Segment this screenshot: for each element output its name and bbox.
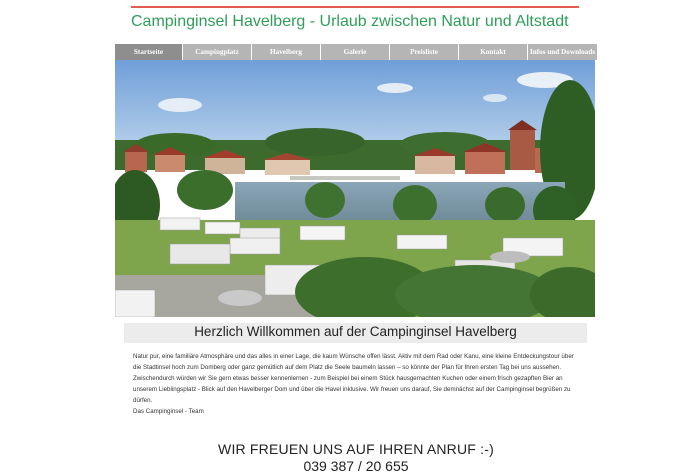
call-to-action-text: WIR FREUEN UNS AUF IHREN ANRUF :-) [218,441,494,457]
header-accent-line [131,6,579,8]
team-signature: Das Campinginsel - Team [133,408,204,415]
nav-item-preisliste[interactable]: Preisliste [390,44,459,60]
nav-item-campingplatz[interactable]: Campingplatz [183,44,252,60]
phone-number[interactable]: 039 387 / 20 655 [303,458,409,474]
nav-item-startseite[interactable]: Startseite [115,44,183,60]
nav-item-havelberg[interactable]: Havelberg [252,44,321,60]
hero-image [115,60,595,317]
welcome-heading: Herzlich Willkommen auf der Campinginsel Havelberg [194,324,517,339]
site-title[interactable]: Campinginsel Havelberg - Urlaub zwischen Natur und Altstadt [131,13,569,30]
nav-item-kontakt[interactable]: Kontakt [459,44,528,60]
hero-photo-campsite [115,60,595,317]
intro-paragraph: Natur pur, eine familiäre Atmosphäre und das alles in einer Lage, die kaum Wünsche offen lässt. Aktiv mit dem Rad oder Kanu, eine kleine Entdeckungstour über die Stadtinsel hoch zum Domberg oder ganz gemütlich auf dem Platz die Seele baumeln lassen – so könnte der Plan für Ihren ersten Tag bei uns aussehen. Zwischendurch würden wir Sie gern etwas besser kennenlernen - zum Beispiel bei einem Stück hausgemachten Kuchen oder einem frisch gezapften Bier an unserem Lieblingsplatz - Blick auf den Havelberger Dom und über die Havel inklusive. Wir freuen uns darauf, Sie demnächst auf der Campinginsel begrüßen zu dürfen. [133,353,574,404]
nav-item-infos-downloads[interactable]: Infos und Downloads [528,44,597,60]
nav-item-galerie[interactable]: Galerie [321,44,390,60]
main-navigation [115,44,597,60]
